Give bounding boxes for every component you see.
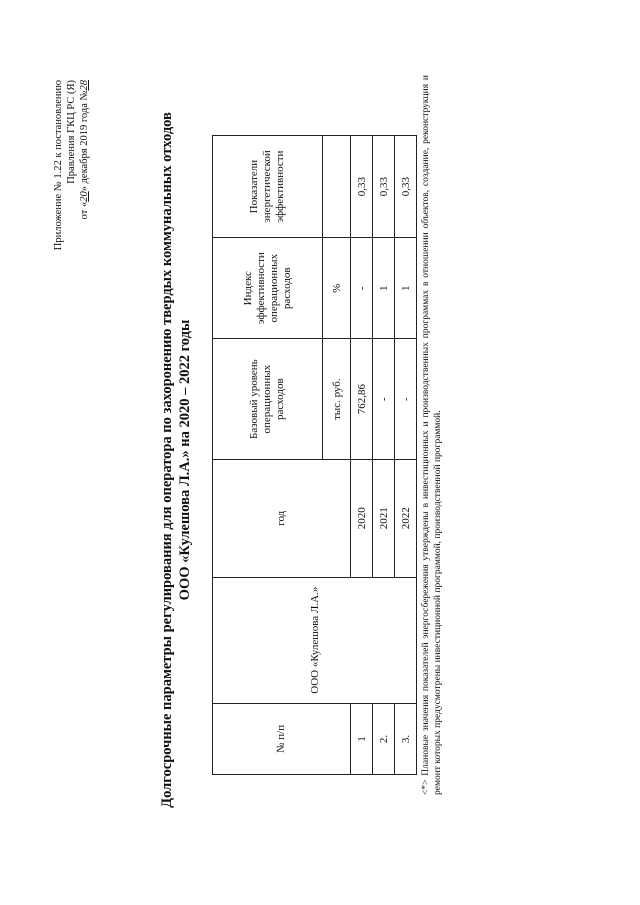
row-index: 1 (373, 238, 395, 339)
row-base: - (395, 339, 417, 460)
row-year: 2022 (395, 460, 417, 577)
unit-energy (323, 136, 351, 238)
header-base-opex: Базовый уровень операционных расходов (213, 339, 323, 460)
footnote: <*> Плановые значения показателей энергосбережения утверждены в инвестиционных и производственных программах в отношении объектов, создание, реконструкция и ремонт которых предусмотрены инвестиционной программой, производственной программой. (421, 75, 443, 795)
header-year: год (213, 460, 351, 577)
row-base: 762,86 (351, 339, 373, 460)
appendix-date-prefix: от « (79, 201, 90, 220)
appendix-line-1: Приложение № 1.22 к постановлению (53, 80, 64, 251)
unit-index: % (323, 238, 351, 339)
row-num: 1 (351, 703, 373, 774)
parameters-table (212, 135, 417, 775)
title-line-1: Долгосрочные параметры регулирования для оператора по захоронению твердых коммунальных отходов (159, 112, 175, 808)
row-year: 2021 (373, 460, 395, 577)
row-index: 1 (395, 238, 417, 339)
row-energy: 0,33 (373, 136, 395, 238)
appendix-header (52, 80, 91, 320)
title-line-2: ООО «Кулешова Л.А.» на 2020 – 2022 годы (177, 319, 193, 601)
row-num: 3. (395, 703, 417, 774)
org-name-cell: ООО «Кулешова Л.А.» (213, 577, 417, 703)
row-year: 2020 (351, 460, 373, 577)
row-index: - (351, 238, 373, 339)
appendix-line-2: Правления ГКЦ РС (Я) (66, 80, 77, 184)
appendix-date-mid: » декабря 2019 года № (79, 90, 90, 192)
unit-base: тыс. руб. (323, 339, 351, 460)
table-header-row (213, 136, 323, 775)
header-energy-efficiency: Показатели энергетической эффективности (213, 136, 323, 238)
row-base: - (373, 339, 395, 460)
row-num: 2. (373, 703, 395, 774)
appendix-line-3 (78, 80, 91, 320)
document-title (158, 75, 194, 845)
row-energy: 0,33 (395, 136, 417, 238)
row-energy: 0,33 (351, 136, 373, 238)
appendix-number: 28 (79, 80, 90, 91)
header-efficiency-index: Индекс эффективности операционных расходов (213, 238, 323, 339)
header-num: № п/п (213, 703, 351, 774)
appendix-day: 20 (79, 191, 90, 202)
